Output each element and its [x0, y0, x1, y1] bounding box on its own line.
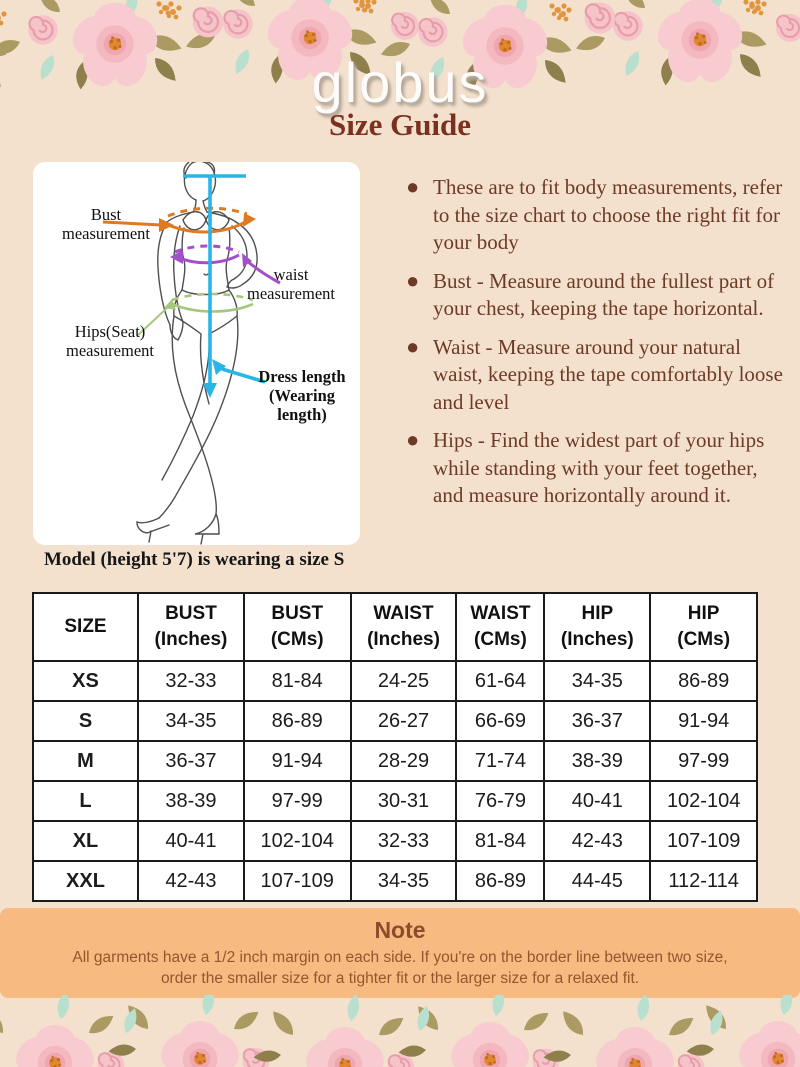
note-text: All garments have a 1/2 inch margin on each side. If you're on the border line between two size, order the smaller size for a tighter fit or the larger size for a relaxed fit. [72, 949, 728, 987]
table-row: XS 32-33 81-84 24-25 61-64 34-35 86-89 [33, 661, 757, 701]
header-waist-inches: WAIST (Inches) [351, 593, 457, 661]
waist-measurement-label: waist measurement [247, 265, 335, 303]
model-size-note: Model (height 5'7) is wearing a size S [44, 549, 345, 570]
header-bust-cms: BUST (CMs) [244, 593, 351, 661]
header-waist-cms: WAIST (CMs) [456, 593, 544, 661]
page-title: Size Guide [328, 107, 472, 142]
bullet-icon: ● [406, 267, 420, 293]
list-item: ● Bust - Measure around the fullest part of your chest, keeping the tape horizontal. [406, 267, 775, 320]
instruction-list [402, 174, 787, 521]
note-section [0, 908, 800, 998]
table-row: L 38-39 97-99 30-31 76-79 40-41 102-104 [33, 781, 757, 821]
header-bust-inches: BUST (Inches) [138, 593, 244, 661]
list-item: ● These are to fit body measurements, refer to the size chart to choose the right fit for your body [406, 174, 783, 254]
measurement-diagram [33, 162, 360, 545]
note-title: Note [374, 917, 426, 943]
table-row: S 34-35 86-89 26-27 66-69 36-37 91-94 [33, 701, 757, 741]
bullet-icon: ● [406, 174, 420, 199]
hips-measurement-label: Hips(Seat) measurement [66, 322, 154, 360]
header-hip-inches: HIP (Inches) [544, 593, 650, 661]
table-row: XXL 42-43 107-109 34-35 86-89 44-45 112-114 [33, 861, 757, 901]
size-chart-table [32, 592, 758, 902]
dress-length-label: Dress length (Wearing length) [258, 367, 346, 424]
brand-logo: globus [311, 51, 489, 114]
bust-measurement-label: Bust measurement [62, 205, 150, 243]
table-row: M 36-37 91-94 28-29 71-74 38-39 97-99 [33, 741, 757, 781]
table-header-row [33, 593, 757, 661]
table-row: XL 40-41 102-104 32-33 81-84 42-43 107-109 [33, 821, 757, 861]
header-hip-cms: HIP (CMs) [650, 593, 757, 661]
bullet-icon: ● [406, 333, 420, 359]
bullet-icon: ● [406, 427, 420, 452]
header-size: SIZE [33, 593, 138, 661]
list-item: ● Waist - Measure around your natural waist, keeping the tape comfortably loose and level [406, 333, 783, 414]
list-item: ● Hips - Find the widest part of your hips while standing with your feet together, and measure horizontally around it. [406, 427, 765, 507]
floral-border-bottom-image [0, 995, 800, 1067]
